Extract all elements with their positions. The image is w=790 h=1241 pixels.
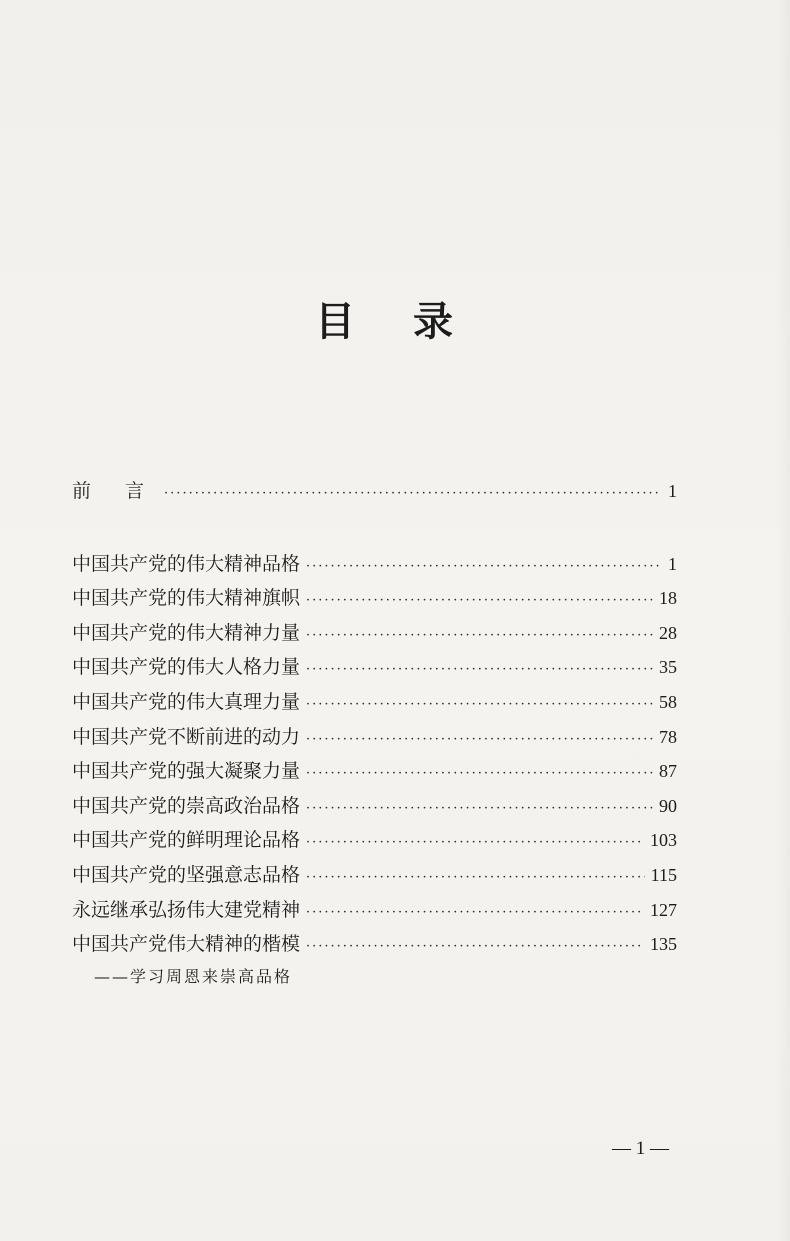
toc-leader-dots: [306, 939, 644, 954]
toc-entry-page: 18: [659, 588, 677, 609]
toc-entry[interactable]: [72, 825, 677, 860]
toc-entry[interactable]: [72, 618, 677, 653]
toc-leader-dots: [164, 486, 661, 501]
toc-entry-page: 28: [659, 622, 677, 643]
toc-entry-page: 78: [659, 726, 677, 747]
toc-leader-dots: [306, 662, 653, 677]
toc-entry-label: 中国共产党的崇高政治品格: [72, 794, 301, 817]
toc-entry[interactable]: [72, 722, 677, 757]
toc-entry-page: 87: [659, 761, 677, 782]
toc-leader-dots: [306, 766, 653, 781]
toc-entry-label: 中国共产党的强大凝聚力量: [72, 760, 301, 783]
toc-leader-dots: [306, 559, 661, 574]
page-number: — 1 —: [612, 1138, 669, 1159]
toc-entry[interactable]: [72, 860, 677, 895]
toc-leader-dots: [306, 801, 653, 816]
toc-entry-page: 1: [668, 553, 677, 574]
toc-entry[interactable]: [72, 652, 677, 687]
toc-entry-label: 中国共产党的坚强意志品格: [72, 863, 301, 886]
toc-leader-dots: [306, 732, 653, 747]
toc-entry-preface[interactable]: [72, 476, 677, 511]
toc-leader-dots: [306, 697, 653, 712]
toc-leader-dots: [306, 870, 645, 885]
toc-entry[interactable]: [72, 791, 677, 826]
toc-entry-label: 中国共产党伟大精神的楷模: [72, 933, 301, 956]
toc-entry-label: 中国共产党的鲜明理论品格: [72, 829, 301, 852]
toc-entry-label: 中国共产党不断前进的动力: [72, 725, 301, 748]
toc-entry-label: 中国共产党的伟大真理力量: [72, 690, 301, 713]
toc-entry-subtitle: ——学习周恩来崇高品格: [94, 966, 293, 986]
toc-entry-label: 永远继承弘扬伟大建党精神: [72, 898, 301, 921]
toc-entry-page: 127: [650, 899, 677, 920]
toc-entry-page: 35: [659, 657, 677, 678]
toc-entry-label: 中国共产党的伟大精神品格: [72, 552, 301, 575]
toc-entry-page: 115: [650, 864, 677, 885]
toc-entry-page: 58: [659, 691, 677, 712]
toc-entry-page: 103: [650, 830, 677, 851]
toc-entry-label: 中国共产党的伟大人格力量: [72, 656, 301, 679]
table-of-contents: [72, 476, 677, 994]
toc-entry-label: 前 言: [72, 480, 159, 502]
toc-leader-dots: [306, 628, 653, 643]
toc-entry-page: 135: [650, 934, 677, 955]
toc-leader-dots: [306, 905, 644, 920]
toc-entry-page: 1: [668, 481, 677, 501]
toc-entry-label: 中国共产党的伟大精神力量: [72, 621, 301, 644]
page-spine-shadow: [776, 0, 790, 1241]
toc-entry-label: 中国共产党的伟大精神旗帜: [72, 587, 301, 610]
page-title: 目 录: [315, 299, 475, 345]
toc-entry[interactable]: [72, 549, 677, 584]
toc-entry[interactable]: [72, 756, 677, 791]
toc-leader-dots: [306, 835, 644, 850]
toc-entry-page: 90: [659, 795, 677, 816]
toc-entry[interactable]: [72, 929, 677, 964]
toc-entry[interactable]: [72, 895, 677, 930]
toc-entry[interactable]: [72, 583, 677, 618]
toc-entry[interactable]: [72, 687, 677, 722]
toc-leader-dots: [306, 593, 653, 608]
